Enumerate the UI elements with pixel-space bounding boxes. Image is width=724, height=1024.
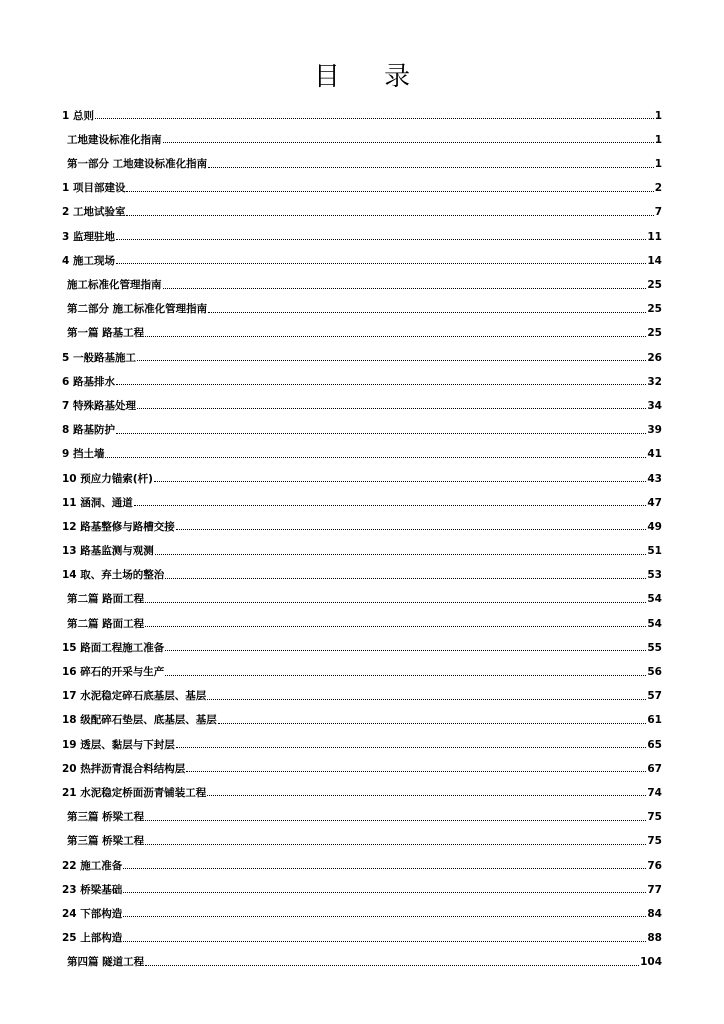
toc-leader-dots: [137, 407, 646, 409]
toc-entry[interactable]: [62, 605, 662, 629]
toc-entry[interactable]: [62, 242, 662, 266]
toc-entry-label: 施工标准化管理指南: [67, 279, 162, 291]
toc-entry[interactable]: [62, 194, 662, 218]
toc-entry-label: 20 热拌沥青混合料结构层: [62, 762, 186, 775]
toc-entry-label: 15 路面工程施工准备: [62, 641, 165, 654]
toc-leader-dots: [116, 238, 646, 240]
toc-entry-label: 2 工地试验室: [62, 206, 126, 219]
toc-entry-page-number: 11: [647, 230, 662, 243]
toc-entry-label: 4 施工现场: [62, 254, 115, 267]
toc-entry[interactable]: [62, 411, 662, 435]
toc-entry-page-number: 54: [647, 617, 662, 630]
toc-leader-dots: [163, 141, 654, 143]
toc-entry-page-number: 65: [647, 738, 662, 751]
toc-leader-dots: [123, 915, 646, 917]
toc-entry[interactable]: [62, 532, 662, 556]
toc-entry-page-number: 1: [654, 109, 662, 122]
toc-leader-dots: [208, 166, 654, 168]
toc-entry[interactable]: [62, 460, 662, 484]
toc-leader-dots: [116, 432, 646, 434]
toc-entry-page-number: 74: [647, 786, 662, 799]
toc-entry[interactable]: [62, 653, 662, 677]
toc-entry-page-number: 49: [647, 520, 662, 533]
toc-entry[interactable]: [62, 363, 662, 387]
toc-entry-page-number: 41: [647, 448, 662, 461]
toc-entry-label: 第二部分 施工标准化管理指南: [67, 303, 208, 316]
toc-entry-label: 第二篇 路面工程: [67, 593, 145, 606]
toc-entry-page-number: 56: [647, 666, 662, 678]
toc-entry-label: 10 预应力锚索(杆): [62, 472, 153, 485]
toc-entry-label: 11 涵洞、通道: [62, 496, 133, 509]
toc-entry-label: 24 下部构造: [62, 907, 123, 920]
toc-leader-dots: [123, 891, 646, 893]
toc-leader-dots: [123, 940, 646, 942]
toc-entry[interactable]: [62, 678, 662, 702]
toc-entry-label: 18 级配碎石垫层、底基层、基层: [62, 714, 217, 727]
toc-leader-dots: [186, 770, 646, 772]
toc-entry[interactable]: [62, 170, 662, 194]
toc-entry-page-number: 2: [654, 182, 662, 195]
toc-leader-dots: [154, 480, 647, 482]
toc-leader-dots: [155, 553, 647, 555]
toc-entry-label: 16 碎石的开采与生产: [62, 666, 165, 678]
toc-entry[interactable]: [62, 218, 662, 242]
toc-leader-dots: [126, 214, 653, 216]
toc-leader-dots: [163, 287, 647, 289]
toc-leader-dots: [208, 311, 646, 313]
toc-entry-label: 25 上部构造: [62, 932, 123, 945]
toc-entry-page-number: 75: [647, 835, 662, 848]
toc-leader-dots: [116, 262, 646, 264]
toc-leader-dots: [176, 528, 647, 530]
toc-entry[interactable]: [62, 484, 662, 508]
toc-entry[interactable]: [62, 895, 662, 919]
toc-entry[interactable]: [62, 121, 662, 145]
toc-entry[interactable]: [62, 847, 662, 871]
toc-leader-dots: [218, 722, 647, 724]
toc-entry-page-number: 25: [647, 303, 662, 316]
toc-leader-dots: [126, 190, 653, 192]
toc-entry-label: 第四篇 隧道工程: [67, 956, 145, 969]
toc-entry-label: 5 一般路基施工: [62, 351, 136, 364]
toc-entry-label: 第三篇 桥梁工程: [67, 811, 145, 824]
toc-entry-label: 3 监理驻地: [62, 230, 115, 243]
toc-leader-dots: [176, 746, 647, 748]
toc-leader-dots: [105, 456, 646, 458]
toc-entry[interactable]: [62, 944, 662, 968]
toc-entry[interactable]: [62, 266, 662, 290]
toc-entry-page-number: 88: [647, 932, 662, 945]
toc-entry-page-number: 1: [654, 158, 662, 171]
toc-entry-label: 21 水泥稳定桥面沥青铺装工程: [62, 786, 207, 799]
toc-entry-label: 第一部分 工地建设标准化指南: [67, 158, 208, 171]
toc-entry-page-number: 43: [647, 472, 662, 485]
toc-leader-dots: [145, 335, 646, 337]
toc-entry-page-number: 57: [647, 690, 662, 703]
toc-entry-page-number: 25: [647, 279, 662, 291]
toc-entry-label: 第一篇 路基工程: [67, 327, 145, 340]
toc-entry-label: 第三篇 桥梁工程: [67, 835, 145, 848]
toc-leader-dots: [137, 359, 646, 361]
toc-entry-label: 12 路基整修与路槽交接: [62, 520, 175, 533]
toc-entry-label: 17 水泥稳定碎石底基层、基层: [62, 690, 207, 703]
toc-leader-dots: [145, 964, 639, 966]
toc-leader-dots: [123, 867, 646, 869]
toc-entry-label: 1 总则: [62, 109, 94, 122]
toc-entry-label: 14 取、弃土场的整治: [62, 569, 165, 582]
toc-leader-dots: [145, 625, 646, 627]
toc-entry-page-number: 25: [647, 327, 662, 340]
toc-entry-label: 23 桥梁基础: [62, 883, 123, 896]
toc-entry-label: 22 施工准备: [62, 859, 123, 872]
toc-entry-label: 1 项目部建设: [62, 182, 126, 195]
toc-entry[interactable]: [62, 436, 662, 460]
toc-entry[interactable]: [62, 629, 662, 653]
toc-entry-label: 19 透层、黏层与下封层: [62, 738, 175, 751]
toc-entry-page-number: 32: [647, 375, 662, 388]
toc-entry[interactable]: [62, 339, 662, 363]
toc-leader-dots: [207, 794, 646, 796]
toc-entry-label: 工地建设标准化指南: [67, 133, 162, 146]
toc-entry-page-number: 39: [647, 424, 662, 437]
toc-entry-page-number: 7: [654, 206, 662, 219]
toc-leader-dots: [165, 674, 646, 676]
toc-entry-page-number: 34: [647, 399, 662, 412]
toc-entry[interactable]: [62, 774, 662, 798]
toc-entry-page-number: 61: [647, 714, 662, 727]
toc-entry-label: 8 路基防护: [62, 424, 115, 437]
toc-leader-dots: [165, 577, 646, 579]
toc-entry-page-number: 75: [647, 811, 662, 824]
toc-entry[interactable]: [62, 97, 662, 121]
toc-entry[interactable]: [62, 702, 662, 726]
toc-title: 目 录: [313, 62, 429, 92]
toc-entry-page-number: 84: [647, 907, 662, 920]
toc-entry-page-number: 53: [647, 569, 662, 582]
toc-entry[interactable]: [62, 508, 662, 532]
toc-entry[interactable]: [62, 387, 662, 411]
toc-entry-page-number: 1: [654, 133, 662, 146]
toc-entry-page-number: 26: [647, 351, 662, 364]
toc-entry-page-number: 104: [640, 956, 662, 969]
toc-leader-dots: [95, 117, 654, 119]
toc-entry-page-number: 55: [647, 641, 662, 654]
toc-leader-dots: [165, 649, 646, 651]
toc-entry-page-number: 14: [647, 254, 662, 267]
toc-entry-page-number: 47: [647, 496, 662, 509]
toc-entry-page-number: 67: [647, 762, 662, 775]
toc-leader-dots: [116, 383, 646, 385]
toc-leader-dots: [145, 819, 646, 821]
toc-entry[interactable]: [62, 823, 662, 847]
toc-entry[interactable]: [62, 145, 662, 169]
toc-entry[interactable]: [62, 581, 662, 605]
toc-leader-dots: [207, 698, 646, 700]
toc-entry[interactable]: [62, 871, 662, 895]
toc-entry-label: 9 挡土墙: [62, 448, 105, 461]
toc-entry-label: 13 路基监测与观测: [62, 545, 154, 558]
table-of-contents: [62, 97, 662, 968]
toc-entry-label: 6 路基排水: [62, 375, 115, 388]
toc-entry[interactable]: [62, 750, 662, 774]
toc-entry[interactable]: [62, 315, 662, 339]
toc-entry-page-number: 76: [647, 859, 662, 872]
toc-entry[interactable]: [62, 726, 662, 750]
toc-entry-page-number: 51: [647, 545, 662, 558]
toc-entry[interactable]: [62, 557, 662, 581]
toc-entry[interactable]: [62, 798, 662, 822]
toc-entry-page-number: 77: [647, 883, 662, 896]
toc-leader-dots: [145, 601, 646, 603]
toc-leader-dots: [134, 504, 647, 506]
toc-entry-label: 第二篇 路面工程: [67, 617, 145, 630]
toc-leader-dots: [145, 843, 646, 845]
toc-entry[interactable]: [62, 919, 662, 943]
toc-entry[interactable]: [62, 291, 662, 315]
toc-entry-label: 7 特殊路基处理: [62, 399, 136, 412]
toc-entry-page-number: 54: [647, 593, 662, 606]
